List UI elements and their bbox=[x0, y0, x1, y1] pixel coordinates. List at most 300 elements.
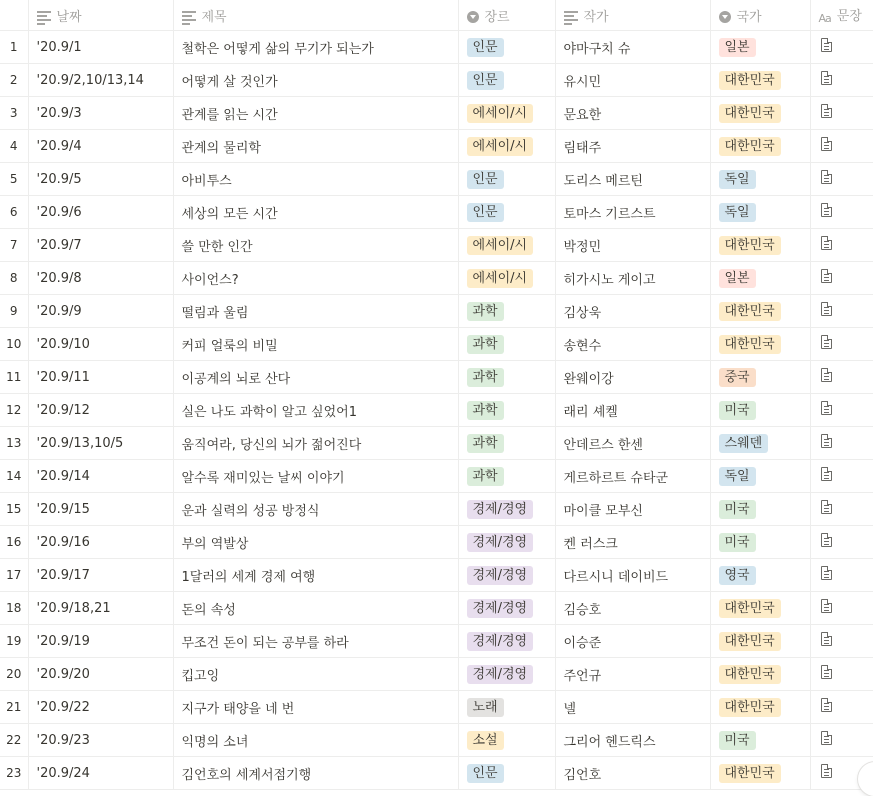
date-cell[interactable] bbox=[28, 295, 173, 328]
page-icon[interactable] bbox=[821, 467, 832, 481]
table-row[interactable] bbox=[0, 130, 873, 163]
table-row[interactable] bbox=[0, 394, 873, 427]
sentence-cell[interactable] bbox=[810, 262, 873, 295]
title-cell[interactable] bbox=[173, 361, 458, 394]
date-cell[interactable] bbox=[28, 31, 173, 64]
row-number-text: 17 bbox=[6, 568, 22, 582]
sentence-cell[interactable] bbox=[810, 229, 873, 262]
row-number bbox=[0, 757, 28, 790]
table-row[interactable] bbox=[0, 493, 873, 526]
text-property-icon bbox=[37, 11, 51, 23]
row-number bbox=[0, 427, 28, 460]
title-cell[interactable] bbox=[173, 559, 458, 592]
author-cell[interactable] bbox=[555, 64, 710, 97]
country-tag: 대한민국 bbox=[719, 104, 781, 123]
date-cell[interactable] bbox=[28, 493, 173, 526]
genre-cell[interactable] bbox=[458, 196, 555, 229]
genre-cell[interactable] bbox=[458, 691, 555, 724]
title-text: 이공계의 뇌로 산다 bbox=[181, 371, 291, 387]
author-cell[interactable] bbox=[555, 427, 710, 460]
text-property-icon bbox=[182, 11, 196, 23]
title-cell[interactable] bbox=[173, 31, 458, 64]
title-cell[interactable] bbox=[173, 163, 458, 196]
sentence-cell[interactable] bbox=[810, 658, 873, 691]
author-text: 다르시니 데이비드 bbox=[563, 569, 669, 585]
genre-cell[interactable] bbox=[458, 394, 555, 427]
sentence-cell[interactable] bbox=[810, 196, 873, 229]
country-cell[interactable] bbox=[710, 361, 810, 394]
country-tag: 독일 bbox=[719, 203, 756, 222]
author-cell[interactable] bbox=[555, 394, 710, 427]
sentence-cell[interactable] bbox=[810, 460, 873, 493]
table-row[interactable] bbox=[0, 97, 873, 130]
text-property-icon bbox=[564, 11, 578, 23]
row-number-text: 9 bbox=[9, 304, 18, 318]
page-icon[interactable] bbox=[821, 203, 832, 217]
title-text: 실은 나도 과학이 알고 싶었어1 bbox=[181, 404, 357, 420]
table-header-row bbox=[0, 0, 873, 31]
genre-cell[interactable] bbox=[458, 262, 555, 295]
date-text: '20.9/13,10/5 bbox=[36, 435, 124, 451]
row-number-text: 5 bbox=[9, 172, 18, 186]
sentence-cell[interactable] bbox=[810, 493, 873, 526]
date-cell[interactable] bbox=[28, 229, 173, 262]
page-icon[interactable] bbox=[821, 599, 832, 613]
row-number-text: 15 bbox=[6, 502, 22, 516]
author-cell[interactable] bbox=[555, 262, 710, 295]
country-cell[interactable] bbox=[710, 493, 810, 526]
row-number-text: 18 bbox=[6, 601, 22, 615]
table-row[interactable] bbox=[0, 229, 873, 262]
table-row[interactable] bbox=[0, 658, 873, 691]
sentence-cell[interactable] bbox=[810, 691, 873, 724]
title-cell[interactable] bbox=[173, 658, 458, 691]
country-cell[interactable] bbox=[710, 592, 810, 625]
row-number-text: 21 bbox=[6, 700, 22, 714]
row-number bbox=[0, 394, 28, 427]
title-text: 움직여라, 당신의 뇌가 젊어진다 bbox=[181, 437, 362, 453]
page-icon[interactable] bbox=[821, 104, 832, 118]
row-number bbox=[0, 526, 28, 559]
column-header-genre[interactable] bbox=[458, 0, 555, 31]
genre-tag: 경제/경영 bbox=[467, 533, 534, 552]
title-cell[interactable] bbox=[173, 295, 458, 328]
genre-cell[interactable] bbox=[458, 31, 555, 64]
row-number-text: 3 bbox=[9, 106, 18, 120]
page-icon[interactable] bbox=[821, 731, 832, 745]
genre-tag: 소설 bbox=[467, 731, 504, 750]
author-cell[interactable] bbox=[555, 724, 710, 757]
genre-cell[interactable] bbox=[458, 130, 555, 163]
page-icon[interactable] bbox=[821, 71, 832, 85]
row-number bbox=[0, 229, 28, 262]
country-cell[interactable] bbox=[710, 262, 810, 295]
row-number-text: 12 bbox=[6, 403, 22, 417]
country-tag: 미국 bbox=[719, 731, 756, 750]
row-number bbox=[0, 130, 28, 163]
genre-cell[interactable] bbox=[458, 757, 555, 790]
country-tag: 독일 bbox=[719, 467, 756, 486]
date-cell[interactable] bbox=[28, 97, 173, 130]
country-cell[interactable] bbox=[710, 427, 810, 460]
country-tag: 대한민국 bbox=[719, 632, 781, 651]
title-cell[interactable] bbox=[173, 64, 458, 97]
page-icon[interactable] bbox=[821, 566, 832, 580]
title-text: 알수록 재미있는 날씨 이야기 bbox=[181, 470, 345, 486]
title-cell[interactable] bbox=[173, 229, 458, 262]
genre-tag: 인문 bbox=[467, 170, 504, 189]
country-tag: 대한민국 bbox=[719, 764, 781, 783]
table-row[interactable] bbox=[0, 559, 873, 592]
title-cell[interactable] bbox=[173, 427, 458, 460]
title-text: 지구가 태양을 네 번 bbox=[181, 701, 295, 717]
country-cell[interactable] bbox=[710, 97, 810, 130]
country-cell[interactable] bbox=[710, 163, 810, 196]
row-number-text: 16 bbox=[6, 535, 22, 549]
country-tag: 독일 bbox=[719, 170, 756, 189]
genre-tag: 과학 bbox=[467, 368, 504, 387]
date-text: '20.9/17 bbox=[36, 567, 90, 583]
sentence-cell[interactable] bbox=[810, 163, 873, 196]
country-cell[interactable] bbox=[710, 460, 810, 493]
row-number bbox=[0, 592, 28, 625]
genre-tag: 인문 bbox=[467, 38, 504, 57]
table-row[interactable] bbox=[0, 724, 873, 757]
date-cell[interactable] bbox=[28, 163, 173, 196]
country-tag: 영국 bbox=[719, 566, 756, 585]
page-icon[interactable] bbox=[821, 137, 832, 151]
author-cell[interactable] bbox=[555, 460, 710, 493]
country-cell[interactable] bbox=[710, 64, 810, 97]
row-number bbox=[0, 658, 28, 691]
country-tag: 미국 bbox=[719, 533, 756, 552]
genre-cell[interactable] bbox=[458, 724, 555, 757]
date-cell[interactable] bbox=[28, 559, 173, 592]
title-property-icon: Aa bbox=[818, 12, 831, 25]
country-cell[interactable] bbox=[710, 757, 810, 790]
table-row[interactable] bbox=[0, 592, 873, 625]
sentence-cell[interactable] bbox=[810, 559, 873, 592]
country-cell[interactable] bbox=[710, 328, 810, 361]
column-header-title[interactable] bbox=[173, 0, 458, 31]
author-cell[interactable] bbox=[555, 691, 710, 724]
genre-tag: 인문 bbox=[467, 203, 504, 222]
sentence-cell[interactable] bbox=[810, 394, 873, 427]
author-cell[interactable] bbox=[555, 526, 710, 559]
author-text: 완웨이강 bbox=[563, 371, 614, 387]
author-cell[interactable] bbox=[555, 97, 710, 130]
date-text: '20.9/16 bbox=[36, 534, 90, 550]
title-cell[interactable] bbox=[173, 592, 458, 625]
author-text: 문요한 bbox=[563, 107, 602, 123]
author-text: 게르하르트 슈타군 bbox=[563, 470, 669, 486]
author-text: 김상욱 bbox=[563, 305, 602, 321]
author-text: 림태주 bbox=[563, 140, 602, 156]
country-cell[interactable] bbox=[710, 394, 810, 427]
date-text: '20.9/5 bbox=[36, 171, 82, 187]
table-row[interactable] bbox=[0, 427, 873, 460]
sentence-cell[interactable] bbox=[810, 526, 873, 559]
column-header-author[interactable] bbox=[555, 0, 710, 31]
author-text: 켄 러스크 bbox=[563, 536, 618, 552]
title-text: 철학은 어떻게 삶의 무기가 되는가 bbox=[181, 41, 374, 57]
page-icon[interactable] bbox=[821, 302, 832, 316]
page-icon[interactable] bbox=[821, 38, 832, 52]
table-row[interactable] bbox=[0, 196, 873, 229]
sentence-cell[interactable] bbox=[810, 97, 873, 130]
genre-cell[interactable] bbox=[458, 64, 555, 97]
date-text: '20.9/11 bbox=[36, 369, 90, 385]
author-cell[interactable] bbox=[555, 493, 710, 526]
page-icon[interactable] bbox=[821, 632, 832, 646]
date-cell[interactable] bbox=[28, 328, 173, 361]
genre-cell[interactable] bbox=[458, 295, 555, 328]
table-row[interactable] bbox=[0, 757, 873, 790]
title-cell[interactable] bbox=[173, 262, 458, 295]
page-icon[interactable] bbox=[821, 665, 832, 679]
genre-cell[interactable] bbox=[458, 361, 555, 394]
author-cell[interactable] bbox=[555, 625, 710, 658]
date-cell[interactable] bbox=[28, 460, 173, 493]
author-cell[interactable] bbox=[555, 196, 710, 229]
genre-tag: 과학 bbox=[467, 335, 504, 354]
date-cell[interactable] bbox=[28, 592, 173, 625]
title-cell[interactable] bbox=[173, 493, 458, 526]
title-cell[interactable] bbox=[173, 196, 458, 229]
table-row[interactable] bbox=[0, 526, 873, 559]
row-number-text: 11 bbox=[6, 370, 22, 384]
author-cell[interactable] bbox=[555, 559, 710, 592]
row-number-text: 4 bbox=[9, 139, 18, 153]
author-text: 래리 셰켈 bbox=[563, 404, 618, 420]
sentence-cell[interactable] bbox=[810, 295, 873, 328]
page-icon[interactable] bbox=[821, 170, 832, 184]
page-icon[interactable] bbox=[821, 368, 832, 382]
genre-tag: 에세이/시 bbox=[467, 104, 534, 123]
title-cell[interactable] bbox=[173, 460, 458, 493]
table-row[interactable] bbox=[0, 163, 873, 196]
page-icon[interactable] bbox=[821, 500, 832, 514]
date-cell[interactable] bbox=[28, 196, 173, 229]
date-text: '20.9/8 bbox=[36, 270, 82, 286]
genre-cell[interactable] bbox=[458, 460, 555, 493]
row-number bbox=[0, 625, 28, 658]
genre-cell[interactable] bbox=[458, 526, 555, 559]
author-cell[interactable] bbox=[555, 130, 710, 163]
sentence-cell[interactable] bbox=[810, 130, 873, 163]
genre-tag: 과학 bbox=[467, 434, 504, 453]
author-cell[interactable] bbox=[555, 163, 710, 196]
country-cell[interactable] bbox=[710, 295, 810, 328]
country-cell[interactable] bbox=[710, 229, 810, 262]
genre-cell[interactable] bbox=[458, 163, 555, 196]
country-tag: 미국 bbox=[719, 401, 756, 420]
sentence-cell[interactable] bbox=[810, 724, 873, 757]
country-cell[interactable] bbox=[710, 691, 810, 724]
sentence-cell[interactable] bbox=[810, 328, 873, 361]
column-header-date[interactable] bbox=[28, 0, 173, 31]
date-cell[interactable] bbox=[28, 526, 173, 559]
genre-cell[interactable] bbox=[458, 625, 555, 658]
row-number bbox=[0, 262, 28, 295]
date-text: '20.9/9 bbox=[36, 303, 82, 319]
date-text: '20.9/10 bbox=[36, 336, 90, 352]
column-header-label: 작가 bbox=[583, 9, 609, 25]
date-text: '20.9/20 bbox=[36, 666, 90, 682]
author-text: 유시민 bbox=[563, 74, 602, 90]
country-cell[interactable] bbox=[710, 130, 810, 163]
country-cell[interactable] bbox=[710, 559, 810, 592]
genre-cell[interactable] bbox=[458, 592, 555, 625]
table-row[interactable] bbox=[0, 295, 873, 328]
table-row[interactable] bbox=[0, 31, 873, 64]
title-text: 세상의 모든 시간 bbox=[181, 206, 278, 222]
country-cell[interactable] bbox=[710, 625, 810, 658]
page-icon[interactable] bbox=[821, 533, 832, 547]
sentence-cell[interactable] bbox=[810, 361, 873, 394]
genre-cell[interactable] bbox=[458, 97, 555, 130]
title-text: 관계를 읽는 시간 bbox=[181, 107, 278, 123]
country-tag: 대한민국 bbox=[719, 698, 781, 717]
country-cell[interactable] bbox=[710, 658, 810, 691]
author-text: 넬 bbox=[563, 701, 577, 717]
sentence-cell[interactable] bbox=[810, 625, 873, 658]
country-cell[interactable] bbox=[710, 526, 810, 559]
date-cell[interactable] bbox=[28, 691, 173, 724]
title-text: 운과 실력의 성공 방정식 bbox=[181, 503, 320, 519]
page-icon[interactable] bbox=[821, 236, 832, 250]
country-tag: 대한민국 bbox=[719, 665, 781, 684]
page-icon[interactable] bbox=[821, 269, 832, 283]
sentence-cell[interactable] bbox=[810, 31, 873, 64]
page-icon[interactable] bbox=[821, 764, 832, 778]
date-cell[interactable] bbox=[28, 625, 173, 658]
sentence-cell[interactable] bbox=[810, 64, 873, 97]
title-cell[interactable] bbox=[173, 394, 458, 427]
date-cell[interactable] bbox=[28, 658, 173, 691]
author-cell[interactable] bbox=[555, 328, 710, 361]
page-icon[interactable] bbox=[821, 401, 832, 415]
country-tag: 대한민국 bbox=[719, 335, 781, 354]
title-text: 커피 얼룩의 비밀 bbox=[181, 338, 278, 354]
author-text: 박정민 bbox=[563, 239, 602, 255]
title-text: 킵고잉 bbox=[181, 668, 220, 684]
genre-cell[interactable] bbox=[458, 493, 555, 526]
genre-tag: 에세이/시 bbox=[467, 236, 534, 255]
row-number bbox=[0, 295, 28, 328]
title-text: 김언호의 세계서점기행 bbox=[181, 767, 312, 783]
author-text: 안데르스 한센 bbox=[563, 437, 643, 453]
genre-cell[interactable] bbox=[458, 328, 555, 361]
author-text: 히가시노 게이고 bbox=[563, 272, 656, 288]
date-cell[interactable] bbox=[28, 361, 173, 394]
author-cell[interactable] bbox=[555, 757, 710, 790]
author-cell[interactable] bbox=[555, 658, 710, 691]
country-tag: 일본 bbox=[719, 38, 756, 57]
author-text: 야마구치 슈 bbox=[563, 41, 631, 57]
country-tag: 스웨덴 bbox=[719, 434, 769, 453]
date-cell[interactable] bbox=[28, 394, 173, 427]
page-icon[interactable] bbox=[821, 434, 832, 448]
row-number-text: 8 bbox=[9, 271, 18, 285]
date-cell[interactable] bbox=[28, 64, 173, 97]
author-text: 김언호 bbox=[563, 767, 602, 783]
genre-tag: 경제/경영 bbox=[467, 632, 534, 651]
row-number-text: 13 bbox=[6, 436, 22, 450]
country-cell[interactable] bbox=[710, 724, 810, 757]
page-icon[interactable] bbox=[821, 698, 832, 712]
column-header-country[interactable] bbox=[710, 0, 810, 31]
title-cell[interactable] bbox=[173, 625, 458, 658]
date-text: '20.9/2,10/13,14 bbox=[36, 72, 144, 88]
author-text: 김승호 bbox=[563, 602, 602, 618]
date-cell[interactable] bbox=[28, 757, 173, 790]
date-cell[interactable] bbox=[28, 262, 173, 295]
table-row[interactable] bbox=[0, 262, 873, 295]
genre-cell[interactable] bbox=[458, 658, 555, 691]
country-tag: 대한민국 bbox=[719, 302, 781, 321]
row-number bbox=[0, 724, 28, 757]
date-cell[interactable] bbox=[28, 724, 173, 757]
page-icon[interactable] bbox=[821, 335, 832, 349]
date-text: '20.9/7 bbox=[36, 237, 82, 253]
table-row[interactable] bbox=[0, 460, 873, 493]
author-cell[interactable] bbox=[555, 31, 710, 64]
country-cell[interactable] bbox=[710, 31, 810, 64]
genre-cell[interactable] bbox=[458, 427, 555, 460]
title-cell[interactable] bbox=[173, 757, 458, 790]
table-row[interactable] bbox=[0, 328, 873, 361]
table-row[interactable] bbox=[0, 691, 873, 724]
author-cell[interactable] bbox=[555, 361, 710, 394]
date-cell[interactable] bbox=[28, 130, 173, 163]
genre-cell[interactable] bbox=[458, 229, 555, 262]
country-tag: 미국 bbox=[719, 500, 756, 519]
column-header-sentence[interactable] bbox=[810, 0, 873, 31]
row-number-text: 10 bbox=[6, 337, 22, 351]
country-tag: 대한민국 bbox=[719, 599, 781, 618]
title-cell[interactable] bbox=[173, 97, 458, 130]
sentence-cell[interactable] bbox=[810, 427, 873, 460]
row-number-text: 14 bbox=[6, 469, 22, 483]
country-cell[interactable] bbox=[710, 196, 810, 229]
genre-cell[interactable] bbox=[458, 559, 555, 592]
title-cell[interactable] bbox=[173, 691, 458, 724]
author-cell[interactable] bbox=[555, 295, 710, 328]
date-cell[interactable] bbox=[28, 427, 173, 460]
date-text: '20.9/6 bbox=[36, 204, 82, 220]
genre-tag: 과학 bbox=[467, 467, 504, 486]
title-text: 무조건 돈이 되는 공부를 하라 bbox=[181, 635, 349, 651]
column-header-label: 장르 bbox=[484, 9, 510, 25]
table-row[interactable] bbox=[0, 64, 873, 97]
genre-tag: 노래 bbox=[467, 698, 504, 717]
table-row[interactable] bbox=[0, 625, 873, 658]
table-row[interactable] bbox=[0, 361, 873, 394]
genre-tag: 과학 bbox=[467, 302, 504, 321]
genre-tag: 경제/경영 bbox=[467, 665, 534, 684]
title-cell[interactable] bbox=[173, 526, 458, 559]
title-cell[interactable] bbox=[173, 130, 458, 163]
title-cell[interactable] bbox=[173, 328, 458, 361]
row-number-text: 7 bbox=[9, 238, 18, 252]
author-cell[interactable] bbox=[555, 229, 710, 262]
genre-tag: 에세이/시 bbox=[467, 137, 534, 156]
sentence-cell[interactable] bbox=[810, 592, 873, 625]
author-cell[interactable] bbox=[555, 592, 710, 625]
title-cell[interactable] bbox=[173, 724, 458, 757]
column-header-label: 문장 bbox=[836, 9, 862, 24]
